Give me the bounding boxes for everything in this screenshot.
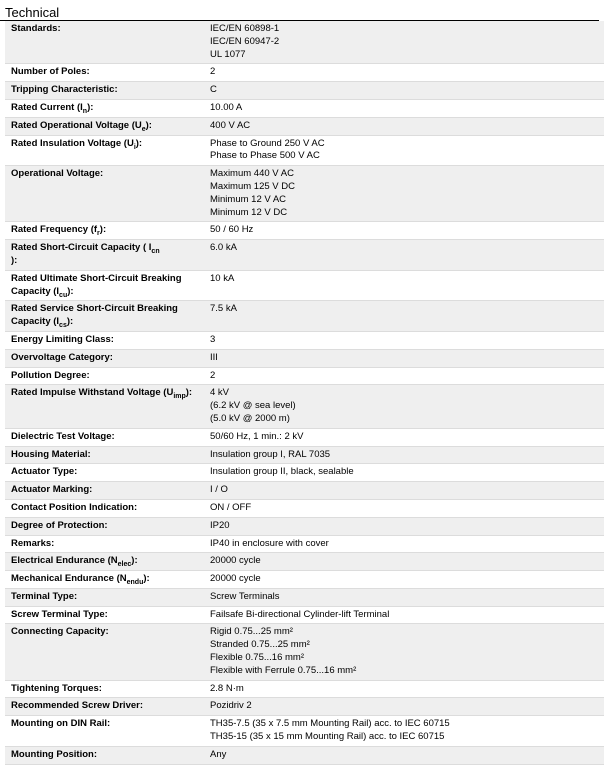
spec-label: Rated Service Short-Circuit Breaking Capacity $(I_{cs})$: bbox=[5, 301, 203, 332]
spec-value bbox=[203, 482, 604, 500]
spec-label: Connecting Capacity: bbox=[5, 624, 203, 680]
spec-value-line: 400 V AC bbox=[210, 119, 251, 131]
spec-row bbox=[5, 99, 604, 117]
spec-row bbox=[5, 301, 604, 332]
spec-row bbox=[5, 499, 604, 517]
spec-value-line: (6.2 kV @ sea level) bbox=[210, 400, 296, 412]
spec-value bbox=[203, 698, 604, 716]
spec-label: Tripping Characteristic: bbox=[5, 82, 203, 100]
spec-label: Housing Material: bbox=[5, 446, 203, 464]
spec-label: Tightening Torques: bbox=[5, 680, 203, 698]
spec-label: Mechanical Endurance $(N_{endu})$: bbox=[5, 571, 203, 589]
spec-row bbox=[5, 367, 604, 385]
spec-row bbox=[5, 349, 604, 367]
spec-value bbox=[203, 331, 604, 349]
spec-row bbox=[5, 588, 604, 606]
spec-row bbox=[5, 553, 604, 571]
spec-value bbox=[203, 385, 604, 428]
spec-value bbox=[203, 82, 604, 100]
spec-value bbox=[203, 135, 604, 166]
spec-row bbox=[5, 535, 604, 553]
spec-value-line: IEC/EN 60947-2 bbox=[210, 35, 280, 47]
spec-value-line: 20000 cycle bbox=[210, 573, 261, 585]
spec-value bbox=[203, 517, 604, 535]
spec-label: Degree of Protection: bbox=[5, 517, 203, 535]
spec-value bbox=[203, 499, 604, 517]
spec-row bbox=[5, 222, 604, 240]
spec-value-line: IEC/EN 60898-1 bbox=[210, 23, 280, 34]
spec-row bbox=[5, 331, 604, 349]
spec-value-line: Maximum 440 V AC bbox=[210, 168, 294, 180]
spec-value bbox=[203, 270, 604, 301]
spec-row bbox=[5, 746, 604, 764]
spec-value bbox=[203, 446, 604, 464]
spec-label: Recommended Screw Driver: bbox=[5, 698, 203, 716]
spec-label: Mounting on DIN Rail: bbox=[5, 716, 203, 747]
spec-value-line: Stranded 0.75...25 mm² bbox=[210, 639, 310, 651]
spec-value-line: Phase to Ground 250 V AC bbox=[210, 137, 325, 149]
spec-row bbox=[5, 446, 604, 464]
spec-value-line: ON / OFF bbox=[210, 501, 252, 513]
spec-row bbox=[5, 482, 604, 500]
spec-label: Screw Terminal Type: bbox=[5, 606, 203, 624]
spec-value-line: 3 bbox=[210, 333, 216, 345]
spec-row bbox=[5, 117, 604, 135]
spec-value-line: 7.5 kA bbox=[210, 303, 237, 315]
spec-row bbox=[5, 385, 604, 428]
spec-value-line: Insulation group I, RAL 7035 bbox=[210, 448, 331, 460]
spec-row bbox=[5, 82, 604, 100]
spec-label: Rated Current $(I_n)$: bbox=[5, 99, 203, 117]
spec-value bbox=[203, 367, 604, 385]
spec-value bbox=[203, 535, 604, 553]
spec-row bbox=[5, 716, 604, 747]
spec-row bbox=[5, 698, 604, 716]
spec-value-line: 6.0 kA bbox=[210, 242, 237, 254]
spec-value bbox=[203, 222, 604, 240]
spec-value-line: Phase to Phase 500 V AC bbox=[210, 150, 320, 162]
spec-value-line: Screw Terminals bbox=[210, 590, 280, 602]
spec-label: Standards: bbox=[5, 21, 203, 64]
spec-value bbox=[203, 571, 604, 589]
spec-value-line: Insulation group II, black, sealable bbox=[210, 466, 354, 478]
spec-label: Mounting Position: bbox=[5, 746, 203, 764]
spec-row bbox=[5, 21, 604, 64]
spec-value-line: Any bbox=[210, 748, 227, 760]
spec-value bbox=[203, 166, 604, 222]
spec-value-line: Maximum 125 V DC bbox=[210, 180, 295, 192]
spec-value bbox=[203, 588, 604, 606]
spec-value bbox=[203, 680, 604, 698]
spec-row bbox=[5, 624, 604, 680]
spec-value-line: (5.0 kV @ 2000 m) bbox=[210, 412, 290, 424]
spec-value-line: Failsafe Bi-directional Cylinder-lift Terminal bbox=[210, 608, 390, 620]
spec-label: Electrical Endurance $(N_{elec})$: bbox=[5, 553, 203, 571]
spec-value-line: C bbox=[210, 84, 217, 96]
spec-row bbox=[5, 64, 604, 82]
spec-value bbox=[203, 624, 604, 680]
spec-value bbox=[203, 428, 604, 446]
spec-value-line: Rigid 0.75...25 mm² bbox=[210, 626, 293, 638]
spec-row bbox=[5, 606, 604, 624]
spec-value-line: 50 / 60 Hz bbox=[210, 224, 254, 236]
spec-value-line: 2 bbox=[210, 369, 216, 381]
spec-label: Actuator Type: bbox=[5, 464, 203, 482]
spec-value bbox=[203, 606, 604, 624]
spec-value-line: Flexible 0.75...16 mm² bbox=[210, 652, 304, 664]
spec-value bbox=[203, 240, 604, 271]
spec-row bbox=[5, 464, 604, 482]
spec-value-line: IP40 in enclosure with cover bbox=[210, 537, 329, 549]
spec-value-line: TH35-7.5 (35 x 7.5 mm Mounting Rail) acc. to IEC 60715 bbox=[210, 718, 450, 730]
spec-value bbox=[203, 349, 604, 367]
spec-value bbox=[203, 301, 604, 332]
spec-value-line: Minimum 12 V DC bbox=[210, 206, 288, 218]
spec-value-line: Pozidriv 2 bbox=[210, 700, 252, 712]
spec-label: Terminal Type: bbox=[5, 588, 203, 606]
spec-row bbox=[5, 240, 604, 271]
spec-value-line: Minimum 12 V AC bbox=[210, 193, 287, 205]
spec-row bbox=[5, 428, 604, 446]
spec-row bbox=[5, 135, 604, 166]
spec-row bbox=[5, 270, 604, 301]
spec-value bbox=[203, 553, 604, 571]
technical-spec-table bbox=[5, 21, 604, 765]
spec-value bbox=[203, 117, 604, 135]
spec-value-line: 50/60 Hz, 1 min.: 2 kV bbox=[210, 430, 304, 442]
spec-row bbox=[5, 166, 604, 222]
spec-value-line: IP20 bbox=[210, 519, 230, 531]
spec-value-line: 4 kV bbox=[210, 387, 230, 399]
spec-row bbox=[5, 680, 604, 698]
spec-value-line: 10 kA bbox=[210, 272, 235, 284]
spec-label: Rated Short-Circuit Capacity ( $I_{cn}$ ): bbox=[5, 240, 203, 271]
spec-value-line: 20000 cycle bbox=[210, 555, 261, 567]
spec-label: Remarks: bbox=[5, 535, 203, 553]
spec-label: Dielectric Test Voltage: bbox=[5, 428, 203, 446]
spec-row bbox=[5, 571, 604, 589]
spec-label: Rated Ultimate Short-Circuit Breaking Capacity $(I_{cu})$: bbox=[5, 270, 203, 301]
spec-label: Pollution Degree: bbox=[5, 367, 203, 385]
spec-value-line: 2.8 N·m bbox=[210, 682, 244, 694]
spec-label: Rated Frequency $(f_r)$: bbox=[5, 222, 203, 240]
spec-label: Overvoltage Category: bbox=[5, 349, 203, 367]
spec-label: Rated Impulse Withstand Voltage $(U_{imp})$: bbox=[5, 385, 203, 428]
section-title: Technical bbox=[0, 0, 599, 21]
spec-label: Actuator Marking: bbox=[5, 482, 203, 500]
spec-label: Operational Voltage: bbox=[5, 166, 203, 222]
spec-label: Number of Poles: bbox=[5, 64, 203, 82]
spec-value-line: 10.00 A bbox=[210, 101, 243, 113]
spec-label: Rated Operational Voltage $(U_e)$: bbox=[5, 117, 203, 135]
spec-value bbox=[203, 99, 604, 117]
spec-value bbox=[203, 746, 604, 764]
spec-value bbox=[203, 21, 604, 64]
spec-value-line: TH35-15 (35 x 15 mm Mounting Rail) acc. to IEC 60715 bbox=[210, 731, 445, 743]
spec-row bbox=[5, 517, 604, 535]
spec-value-line: UL 1077 bbox=[210, 48, 246, 60]
spec-label: Energy Limiting Class: bbox=[5, 331, 203, 349]
spec-label: Contact Position Indication: bbox=[5, 499, 203, 517]
spec-value bbox=[203, 716, 604, 747]
spec-label: Rated Insulation Voltage $(U_i)$: bbox=[5, 135, 203, 166]
spec-value bbox=[203, 464, 604, 482]
spec-value-line: 2 bbox=[210, 66, 216, 78]
spec-value-line: Flexible with Ferrule 0.75...16 mm² bbox=[210, 664, 357, 676]
spec-value-line: I / O bbox=[210, 484, 228, 496]
spec-value bbox=[203, 64, 604, 82]
spec-value-line: III bbox=[210, 351, 218, 363]
